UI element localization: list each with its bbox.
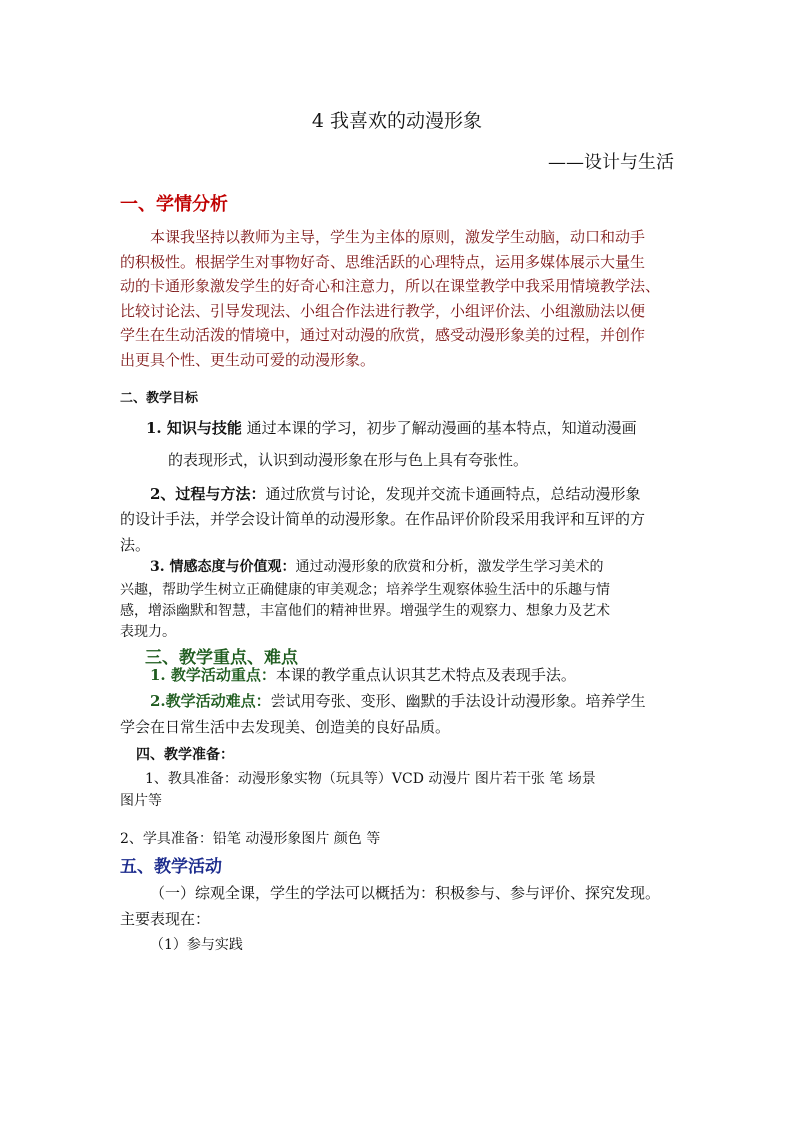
section-1-heading: 一、学情分析	[120, 194, 228, 215]
sec1-line-6: 出更具个性、更生动可爱的动漫形象。	[120, 351, 376, 369]
sec3-item-2-label: 2.教学活动难点：	[150, 692, 271, 710]
section-4-heading: 四、教学准备：	[136, 747, 234, 763]
sec5-line-2: （1）参与实践	[150, 937, 243, 953]
sec5-line-1: （一）综观全课，学生的学法可以概括为：积极参与、参与评价、探究发现。	[150, 884, 661, 902]
sec2-item-2	[150, 483, 640, 504]
sec4-line-1: 1、教具准备：动漫形象实物（玩具等）VCD 动漫片 图片若干张 笔 场景	[145, 771, 596, 787]
sec3-item-1-label: 1. 教学活动重点：	[150, 666, 276, 684]
sec2-item-3-text: 通过动漫形象的欣赏和分析，激发学生学习美术的	[295, 559, 604, 575]
page-subtitle: ——设计与生活	[548, 152, 674, 173]
sec2-item-1-label: 1. 知识与技能	[146, 419, 242, 437]
section-3-heading: 三、教学重点、难点	[145, 648, 298, 668]
sec2-item-3	[150, 556, 604, 576]
sec1-line-4: 比较讨论法、引导发现法、小组合作法进行教学，小组评价法、小组激励法以便	[120, 302, 646, 320]
sec2-item-2-text: 通过欣赏与讨论，发现并交流卡通画特点，总结动漫形象	[265, 485, 641, 503]
sec3-item-1-text: 本课的教学重点认识其艺术特点及表现手法。	[275, 666, 576, 684]
sec4-line-2: 2、学具准备：铅笔 动漫形象图片 颜色 等	[120, 831, 381, 847]
sec5-line-1b: 主要表现在：	[120, 910, 211, 928]
section-2-heading: 二、教学目标	[120, 391, 199, 406]
sec2-item-3-cont-2: 感，增添幽默和智慧，丰富他们的精神世界。增强学生的观察力、想象力及艺术	[120, 603, 610, 619]
sec2-item-3-cont-3: 表现力。	[120, 624, 176, 640]
sec1-line-1: 本课我坚持以教师为主导，学生为主体的原则，激发学生动脑，动口和动手	[150, 228, 646, 246]
sec2-item-1-text: 通过本课的学习，初步了解动漫画的基本特点，知道动漫画	[241, 419, 637, 437]
sec3-item-1	[150, 664, 576, 685]
sec2-item-2-cont-1: 的设计手法，并学会设计简单的动漫形象。在作品评价阶段采用我评和互评的方	[120, 510, 646, 528]
section-5-heading: 五、教学活动	[120, 857, 222, 877]
sec2-item-3-cont-1: 兴趣，帮助学生树立正确健康的审美观念；培养学生观察体验生活中的乐趣与情	[120, 582, 610, 598]
sec1-line-2: 的积极性。根据学生对事物好奇、思维活跃的心理特点，运用多媒体展示大量生	[120, 253, 646, 271]
sec2-item-1-cont: 的表现形式，认识到动漫形象在形与色上具有夸张性。	[168, 451, 529, 469]
sec2-item-2-cont-2: 法。	[120, 536, 151, 554]
sec3-item-2-text: 尝试用夸张、变形、幽默的手法设计动漫形象。培养学生	[270, 692, 646, 710]
sec1-line-3: 动的卡通形象激发学生的好奇心和注意力，所以在课堂教学中我采用情境教学法、	[120, 277, 661, 295]
page-title: 4 我喜欢的动漫形象	[311, 110, 483, 132]
sec4-line-1b: 图片等	[120, 793, 162, 809]
sec2-item-2-label: 2、过程与方法：	[150, 485, 266, 503]
sec2-item-1	[146, 417, 637, 438]
sec3-item-2-cont: 学会在日常生活中去发现美、创造美的良好品质。	[120, 718, 451, 736]
sec2-item-3-label: 3. 情感态度与价值观：	[150, 559, 296, 575]
sec3-item-2	[150, 690, 646, 711]
sec1-line-5: 学生在生动活泼的情境中，通过对动漫的欣赏，感受动漫形象美的过程，并创作	[120, 326, 646, 344]
